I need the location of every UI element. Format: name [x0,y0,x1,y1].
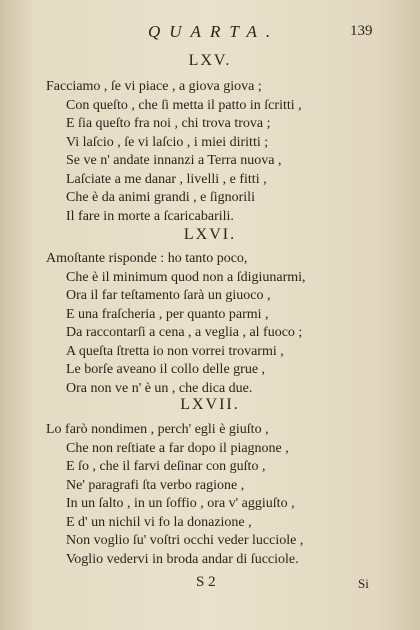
stanza-number: LXVII. [180,396,240,413]
verse-line: Laſciate a me danar , livelli , e fitti , [66,171,267,187]
stanza [0,78,400,226]
verse-line: E d' un nichil vi fo la donazione , [66,514,252,530]
page-footer [0,574,420,596]
verse-line: Con queſto , che ſi metta il patto in ſcritti , [66,97,302,113]
verse-line: Se ve n' andate innanzi a Terra nuova , [66,153,282,168]
verse-line: E ſo , che il farvi deſinar con guſto , [66,459,266,474]
page-number: 139 [350,23,373,39]
verse-line: In un ſalto , in un ſoffio , ora v' aggiuſto , [66,496,295,511]
verse-line: Ora il far teſtamento ſarà un giuoco , [66,288,271,303]
verse-line: Voglio vedervi in broda andar di ſucciole. [66,551,299,567]
stanza-number: LXV. [188,52,232,69]
stanza [0,421,400,569]
verse-line: Lo farò nondimen , perch' egli è giuſto , [46,422,269,437]
stanza-number: LXVI. [183,226,237,243]
verse-line: Ne' paragrafi ſta verbo ragione , [66,477,245,493]
running-head [0,22,420,48]
running-head-title: QUARTA. [148,22,280,41]
verse-line: Vi laſcio , ſe vi laſcio , i miei diritti ; [66,134,269,150]
verse-line: Da raccontarſi a cena , a veglia , al fuoco ; [66,325,303,340]
stanza [0,250,400,398]
verse-line: Che non reſtiate a far dopo il piagnone , [66,440,289,456]
verse-line: Le borſe aveano il collo delle grue , [66,362,266,377]
verse-line: Che è da animi grandi , e ſignorili [66,190,255,205]
verse-line: E ſia queſto fra noi , chi trova trova ; [66,116,271,131]
verse-line: Che è il minimum quod non a ſdigiunarmi, [66,269,306,285]
verse-line: E una fraſcheria , per quanto parmi , [66,306,269,322]
verse-line: Facciamo , ſe vi piace , a giova giova ; [46,79,262,94]
signature-mark: S 2 [196,574,216,590]
verse-line: A queſta ſtretta io non vorrei trovarmi , [66,343,284,359]
catchword: Si [358,576,369,591]
verse-line: Il fare in morte a ſcaricabarili. [66,208,234,224]
verse-line: Amoſtante risponde : ho tanto poco, [46,251,248,266]
verse-line: Ora non ve n' è un , che dica due. [66,380,253,396]
verse-line: Non voglio ſu' voſtri occhi veder lucciole , [66,533,304,548]
